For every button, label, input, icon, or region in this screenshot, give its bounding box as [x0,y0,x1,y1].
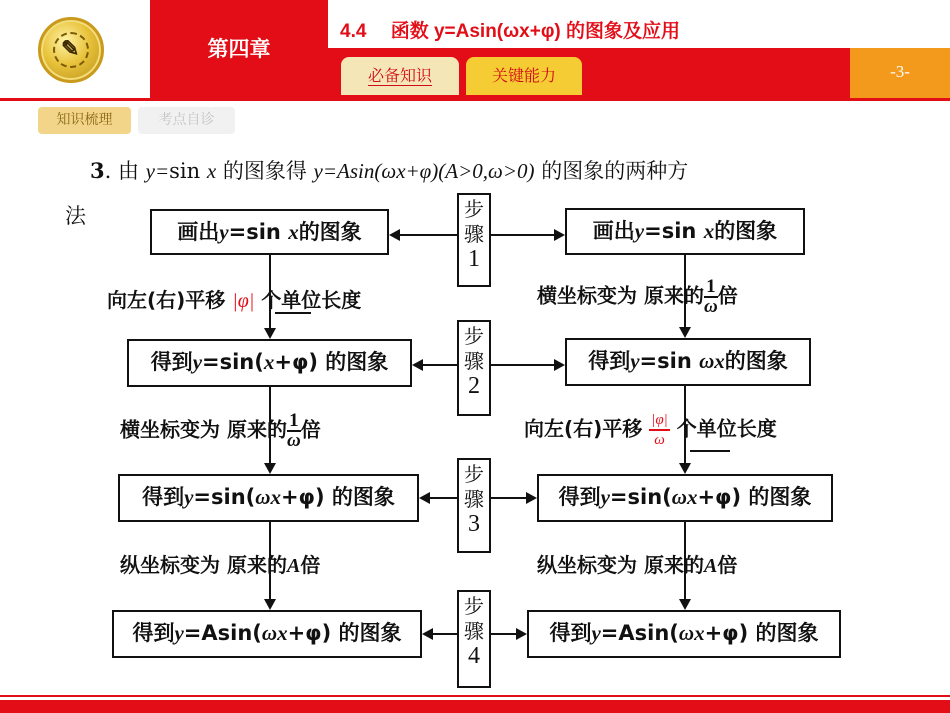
arrow-left-icon [422,628,433,640]
label-text: 横坐标变为 [537,283,637,308]
header-rule [0,98,950,101]
box-var: ωx [255,485,281,509]
intro-sentence [90,156,910,186]
step-char: 步 [464,462,484,486]
intro-text-a: . 由 [104,159,146,183]
right-box-1 [565,208,805,255]
box-var: y [184,485,194,509]
label-text: 向左(右)平移 [107,288,226,312]
box-text: 画出 [592,219,635,243]
box-var: y [634,219,645,243]
box-text: =Asin( [183,621,262,645]
step-char: 骤 [464,619,484,643]
box-text: 的图象 [298,220,362,244]
connector [423,364,457,366]
left-box-4 [112,610,422,658]
step-3-box [457,458,491,553]
tab-essential-knowledge[interactable] [341,57,459,95]
label-text: 纵坐标变为 [537,553,637,577]
step-char: 骤 [464,487,484,511]
frac-den: ω [286,430,301,451]
box-var: x [288,220,299,244]
left-box-2 [127,339,412,387]
connector [491,234,554,236]
step-2-box [457,320,491,416]
step-number: 2 [468,373,480,399]
left-label-1 [107,284,361,313]
frac-num: 1 [287,412,301,432]
item-number: 3 [90,158,105,183]
box-var: ωx [671,485,698,509]
arrow-left-icon [412,359,423,371]
right-box-2 [565,338,811,386]
box-text: 得到 [558,485,601,509]
logo-area [0,0,150,98]
label-text: 原来的 [226,417,287,442]
box-var: y [219,220,229,244]
subtab-self-check[interactable]: 考点自诊 [138,107,235,134]
left-label-3 [120,549,320,578]
box-text: +φ) 的图象 [280,485,395,509]
frac-num: 1 [704,278,718,298]
tab-key-abilities[interactable] [466,57,582,95]
tab-label: 关键能力 [491,66,556,85]
box-var: y [174,621,184,645]
box-text: =sin( [193,485,256,509]
arrow-down-icon [679,599,691,610]
box-text: =sin( [609,485,672,509]
label-text: 个单位长度 [261,288,362,312]
step-4-box [457,590,491,688]
chapter-block [150,0,328,98]
label-text: 个单位长度 [676,416,777,441]
box-var: y [192,350,203,374]
label-var: A [703,555,718,577]
box-var: ωx [678,621,705,645]
school-logo-icon [38,17,104,83]
left-box-3 [118,474,419,522]
box-var: ωx [261,621,288,645]
label-text: 向左(右)平移 [524,416,643,441]
label-text: 纵坐标变为 [120,553,220,577]
box-text: 得到 [150,350,193,374]
page-number: -3- [890,62,910,81]
right-box-4 [527,610,841,658]
tab-label: 必备知识 [367,66,432,85]
label-var: A [286,555,301,577]
step-char: 骤 [464,349,484,373]
right-box-3 [537,474,833,522]
arrow-down-icon [679,463,691,474]
footer-bar [0,700,950,713]
step-char: 骤 [464,222,484,246]
subtab-knowledge-review[interactable]: 知识梳理 [38,107,131,134]
box-text: 得到 [142,485,185,509]
box-text: 的图象 [714,219,778,243]
step-char: 步 [464,594,484,618]
arrow-right-icon [554,359,565,371]
arrow-right-icon [526,492,537,504]
box-text: +φ) 的图象 [287,621,402,645]
intro-y: y= [145,159,170,183]
intro-x: x [206,159,217,183]
arrow-down-icon [264,328,276,339]
connector [430,497,457,499]
box-text: +φ) 的图象 [697,485,812,509]
right-label-1 [537,278,738,316]
box-text: +φ) 的图象 [274,350,389,374]
intro-line2: 法 [65,204,86,228]
connector [491,633,516,635]
fraction [287,412,301,450]
label-text: 倍 [300,417,321,442]
label-text: 原来的 [643,553,704,577]
frac-den: ω [703,296,718,317]
intro-formula: y=Asin(ωx+φ)(A>0,ω>0) [313,159,535,183]
connector [491,364,554,366]
intro-text-c: 的图象的两种方 [534,159,689,183]
box-text: =sin( [202,350,264,374]
label-text: 原来的 [226,553,287,577]
box-var: x [703,219,715,243]
fraction [704,278,718,316]
box-text: =sin [228,220,289,244]
label-text: 倍 [717,283,738,308]
right-label-3 [537,549,737,578]
connector [433,633,457,635]
fill-answer: |φ| [232,290,255,312]
blank-underline [690,450,730,452]
step-number: 1 [468,246,480,272]
intro-sin: sin [169,159,207,183]
step-number: 3 [468,511,480,537]
arrow-left-icon [389,229,400,241]
box-text: 画出 [177,220,220,244]
intro-text-b: 的图象得 [216,159,314,183]
box-text: =sin [644,219,704,243]
step-char: 步 [464,197,484,221]
connector [491,497,526,499]
box-text: =Asin( [600,621,679,645]
box-text: 的图象 [724,349,788,373]
arrow-down-icon [264,463,276,474]
blank-underline [275,312,311,314]
arrow-right-icon [516,628,527,640]
arrow-down-icon [679,327,691,338]
label-text: 横坐标变为 [120,417,220,442]
frac-num: |φ| [649,411,670,431]
frac-den: ω [654,432,665,448]
box-text: 得到 [549,621,592,645]
section-title: 4.4 函数 y=Asin(ωx+φ) 的图象及应用 [340,21,681,42]
right-label-2 [524,411,777,449]
box-var: x [263,350,275,374]
label-text: 倍 [717,553,738,577]
box-var: y [600,485,610,509]
box-var: y [591,621,601,645]
arrow-right-icon [554,229,565,241]
box-var: y [630,349,640,373]
chapter-title: 第四章 [207,37,271,61]
logo-mark: ✎ [61,36,80,62]
footer-line [0,695,950,697]
box-text: 得到 [588,349,631,373]
label-text: 原来的 [643,283,704,308]
box-text: +φ) 的图象 [704,621,819,645]
box-var: ωx [699,349,725,373]
step-char: 步 [464,324,484,348]
left-label-2 [120,412,321,450]
step-1-box [457,193,491,287]
connector [400,234,457,236]
fill-answer [649,411,670,449]
step-number: 4 [468,643,480,669]
arrow-down-icon [264,599,276,610]
label-text: 倍 [300,553,321,577]
box-text: 得到 [132,621,175,645]
left-box-1 [150,209,389,255]
arrow-left-icon [419,492,430,504]
box-text: =sin [639,349,700,373]
